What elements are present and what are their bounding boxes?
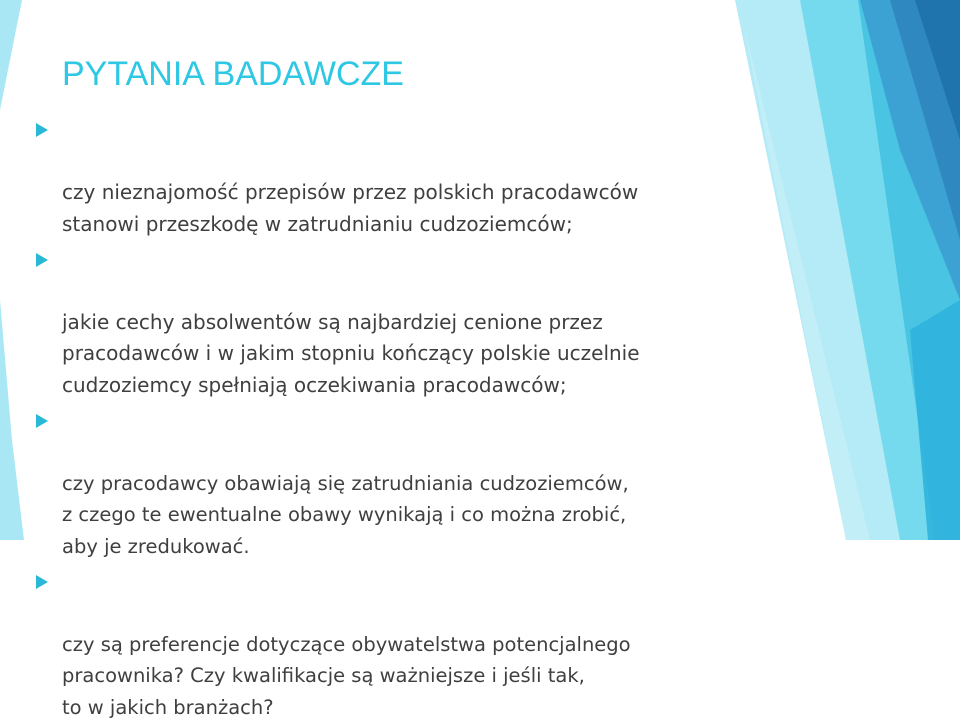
bullet-item xyxy=(36,566,726,723)
triangle-bullet-icon xyxy=(36,575,48,589)
triangle-bullet-icon xyxy=(36,123,48,137)
bullet-item xyxy=(36,405,726,563)
triangle-bullet-icon xyxy=(36,253,48,267)
bullet-item xyxy=(36,244,726,402)
bullet-item xyxy=(36,114,726,240)
bullet-text: jakie cechy absolwentów są najbardziej cenione przez pracodawców i w jakim stopniu kończący polskie uczelnie cudzoziemcy spełniają oczekiwania pracodawców; xyxy=(62,310,640,397)
bullet-text: czy pracodawcy obawiają się zatrudniania cudzoziemców, z czego te ewentualne obawy wynikają i co można zrobić, aby je zredukować. xyxy=(62,472,629,558)
slide-title: PYTANIA BADAWCZE xyxy=(62,52,404,96)
facet-left-bottom xyxy=(0,300,24,540)
bullet-list xyxy=(36,114,726,723)
bullet-text: czy są preferencje dotyczące obywatelstwa potencjalnego pracownika? Czy kwalifikacje są ważniejsze i jeśli tak, to w jakich branżach? xyxy=(62,633,631,719)
triangle-bullet-icon xyxy=(36,414,48,428)
facet-left-top xyxy=(0,0,22,110)
bullet-text: czy nieznajomość przepisów przez polskich pracodawców stanowi przeszkodę w zatrudnianiu cudzoziemców; xyxy=(62,180,638,236)
